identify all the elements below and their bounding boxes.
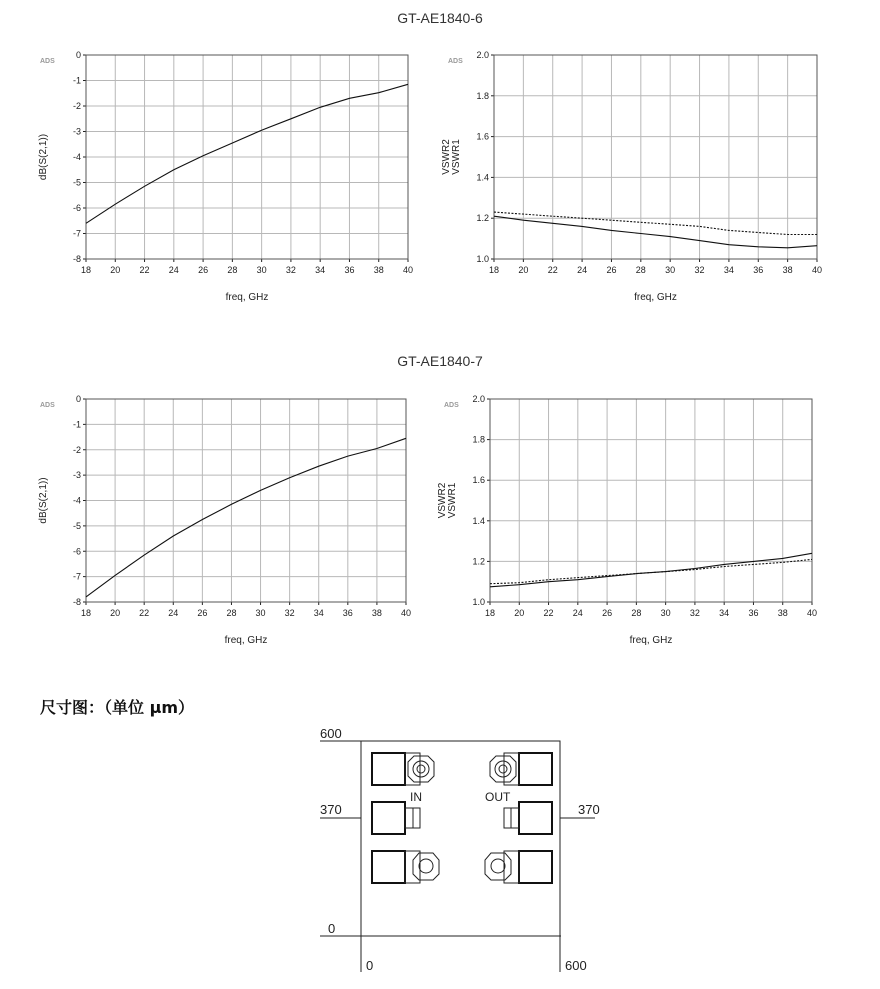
chart-2-xtick-label-7: 32: [284, 608, 295, 618]
chart-3-ads-tag: ADS: [444, 402, 459, 409]
chart-0-ytick-label-2: -2: [72, 101, 81, 111]
chart-1-ytick-label-0: 1.0: [476, 254, 489, 264]
chart-0-xtick-label-3: 24: [168, 265, 179, 275]
chart-1-xtick-label-4: 26: [606, 265, 617, 275]
chart-1-xtick-label-10: 38: [782, 265, 793, 275]
chart-1-xtick-label-1: 20: [518, 265, 529, 275]
chart-3-xtick-label-9: 36: [748, 608, 759, 618]
chart-1-ytick-label-4: 1.8: [476, 90, 489, 101]
chart-3-xtick-label-11: 40: [806, 608, 818, 618]
chart-2-xtick-label-5: 28: [226, 608, 237, 618]
chart-2-ytick-label-1: -1: [72, 419, 81, 430]
chart-2-xtick-label-1: 20: [110, 608, 121, 618]
dim-label-600-y: 600: [320, 726, 342, 741]
chart-3-xtick-label-5: 28: [631, 608, 642, 618]
chart-0-series-0: [86, 84, 408, 223]
chart-2-ytick-label-3: -3: [72, 470, 81, 481]
chart-1-ytick-label-2: 1.4: [476, 172, 489, 183]
chart-2-xtick-label-0: 18: [80, 608, 92, 618]
section-title-1: GT-AE1840-6: [397, 10, 483, 26]
section-title-2: GT-AE1840-7: [397, 353, 483, 369]
chart-0-xtick-label-1: 20: [110, 265, 121, 275]
chart-2-series-0: [86, 438, 406, 597]
chart-2-ytick-label-5: -5: [72, 520, 81, 531]
chart-0-xtick-label-9: 36: [344, 265, 355, 275]
chart-1-ytick-label-5: 2.0: [476, 50, 489, 60]
chart-2-ytick-label-6: -6: [72, 546, 81, 557]
dimension-title: 尺寸图：（单位 μm）: [40, 698, 195, 717]
chart-1-xtick-label-6: 30: [665, 265, 676, 275]
chart-1-xtick-label-9: 36: [753, 265, 764, 275]
chart-1-frame: [494, 55, 817, 259]
chart-3-xtick-label-10: 38: [777, 608, 788, 618]
chart-3-xtick-label-0: 18: [484, 608, 496, 618]
chart-0-xtick-label-6: 30: [256, 265, 267, 275]
chart-1-ads-tag: ADS: [448, 58, 463, 65]
chart-1-xlabel: freq, GHz: [634, 292, 677, 303]
chart-1-ytick-label-1: 1.2: [476, 213, 489, 224]
chart-0-xtick-label-4: 26: [198, 265, 209, 275]
chart-0-xtick-label-10: 38: [373, 265, 384, 275]
chart-3-xtick-label-6: 30: [660, 608, 671, 618]
chart-3-ylabel-0: VSWR2: [437, 482, 448, 519]
chart-0-ytick-label-3: -3: [72, 126, 81, 137]
dim-label-370-left: 370: [320, 802, 342, 817]
chart-0-ytick-label-1: -1: [72, 75, 81, 86]
chart-2-xtick-label-10: 38: [371, 608, 382, 618]
chart-2-ylabel-0: dB(S(2,1)): [38, 477, 49, 524]
chart-1-xtick-label-11: 40: [811, 265, 823, 275]
dim-label-0-y: 0: [328, 921, 336, 936]
chart-0-xtick-label-2: 22: [139, 265, 150, 275]
chart-0-xtick-label-7: 32: [285, 265, 296, 275]
chart-0-xtick-label-8: 34: [315, 265, 326, 275]
chart-2-ytick-label-0: 0: [75, 394, 81, 404]
chart-3-ytick-label-3: 1.6: [472, 475, 485, 486]
chart-3-xtick-label-8: 34: [719, 608, 730, 618]
chart-1-ylabel-0: VSWR2: [441, 139, 452, 175]
chart-2-xtick-label-4: 26: [197, 608, 208, 618]
chart-1-xtick-label-3: 24: [577, 265, 588, 275]
chart-2-ytick-label-4: -4: [72, 495, 81, 506]
chart-0-ytick-label-0: 0: [75, 50, 81, 60]
dim-label-600-x: 600: [565, 958, 587, 973]
chart-3-ytick-label-1: 1.2: [472, 556, 485, 567]
chart-3-series-1: [490, 553, 812, 587]
chart-0-xtick-label-0: 18: [80, 265, 92, 275]
chart-3-ytick-label-5: 2.0: [472, 394, 485, 404]
chart-1-ytick-label-3: 1.6: [476, 131, 489, 142]
chart-2-xtick-label-3: 24: [168, 608, 179, 618]
dim-label-0-x: 0: [366, 958, 374, 973]
chart-1-xtick-label-2: 22: [547, 265, 558, 275]
chart-3-series-0: [490, 559, 812, 583]
chart-3-xtick-label-3: 24: [572, 608, 583, 618]
chart-2-ytick-label-2: -2: [72, 444, 81, 455]
chart-0-ylabel-0: dB(S(2,1)): [38, 133, 49, 181]
chart-3-xlabel: freq, GHz: [629, 635, 673, 646]
chart-3-frame: [490, 399, 812, 602]
chart-1-xtick-label-0: 18: [488, 265, 500, 275]
chart-0-ads-tag: ADS: [40, 58, 55, 65]
chart-2-ads-tag: ADS: [40, 402, 55, 409]
chart-1-xtick-label-5: 28: [635, 265, 646, 275]
chart-0-ytick-label-7: -7: [72, 228, 81, 239]
chart-2-xtick-label-6: 30: [255, 608, 266, 618]
chart-3-xtick-label-7: 32: [689, 608, 700, 618]
chart-2-xtick-label-9: 36: [342, 608, 353, 618]
chart-1-xtick-label-7: 32: [694, 265, 705, 275]
chart-0-ytick-label-4: -4: [72, 152, 81, 162]
chart-2-xtick-label-8: 34: [313, 608, 324, 618]
chart-2-xtick-label-11: 40: [400, 608, 412, 618]
port-out-label: OUT: [485, 790, 511, 804]
chart-0-xtick-label-11: 40: [402, 265, 414, 275]
chart-2-xlabel: freq, GHz: [224, 635, 268, 646]
chart-1-ylabel-1: VSWR1: [451, 139, 462, 175]
chart-2-ytick-label-7: -7: [72, 571, 81, 582]
chart-1-series-1: [494, 216, 817, 248]
chart-3-ytick-label-0: 1.0: [472, 597, 485, 607]
chart-0-ytick-label-8: -8: [72, 254, 81, 264]
chart-3-ylabel-1: VSWR1: [447, 482, 458, 519]
chart-3-xtick-label-4: 26: [602, 608, 613, 618]
chart-1-xtick-label-8: 34: [723, 265, 734, 275]
dim-label-370-right: 370: [578, 802, 600, 817]
chart-3-xtick-label-1: 20: [514, 608, 525, 618]
chart-0-ytick-label-5: -5: [72, 177, 81, 188]
port-in-label: IN: [410, 790, 422, 804]
chart-3-xtick-label-2: 22: [543, 608, 554, 618]
chart-2-ytick-label-8: -8: [72, 597, 81, 607]
chart-1-series-0: [494, 212, 817, 234]
chart-0-xlabel: freq, GHz: [225, 292, 269, 303]
chart-2-xtick-label-2: 22: [139, 608, 150, 618]
chart-0-xtick-label-5: 28: [227, 265, 238, 275]
chart-0-ytick-label-6: -6: [72, 203, 81, 213]
chart-3-ytick-label-2: 1.4: [472, 515, 485, 526]
chart-3-ytick-label-4: 1.8: [472, 434, 485, 445]
